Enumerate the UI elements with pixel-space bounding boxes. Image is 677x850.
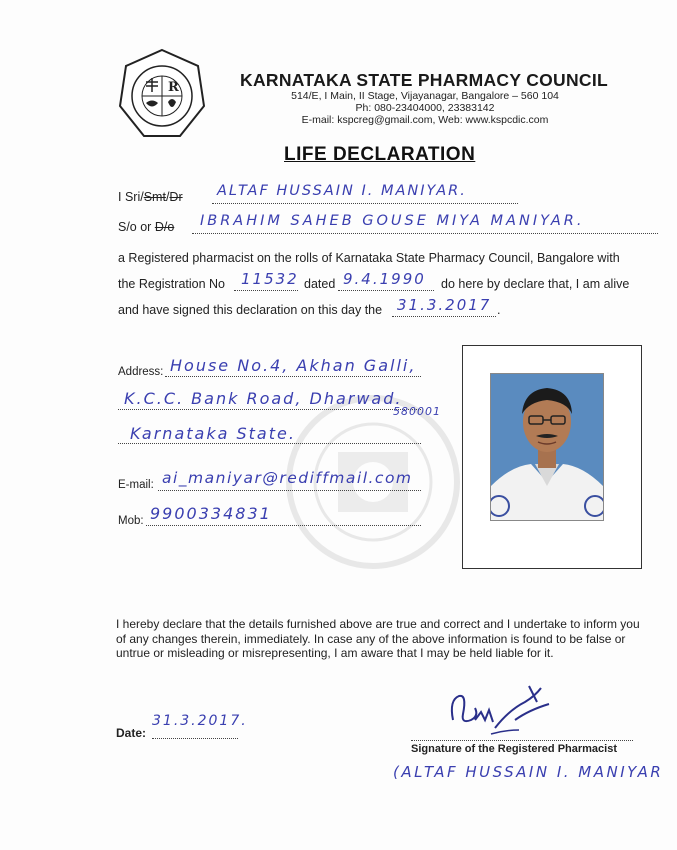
- reg-number-value: 11532: [241, 270, 299, 288]
- father-prefix: S/o or: [118, 220, 155, 234]
- do-option: D/o: [154, 220, 175, 234]
- council-logo-icon: [118, 48, 206, 140]
- prefix-separator: /: [165, 190, 170, 204]
- mob-line: [146, 525, 421, 526]
- dr-option: Dr: [169, 190, 183, 204]
- father-row: [118, 220, 174, 234]
- address-line-3: [118, 443, 421, 444]
- applicant-portrait-icon: [491, 374, 603, 520]
- smt-option: Smt: [143, 190, 166, 204]
- address-line-1: [165, 376, 421, 377]
- dated-line: [338, 290, 434, 291]
- mob-label: Mob:: [118, 515, 144, 527]
- address-value-3: Karnataka State.: [130, 424, 296, 443]
- signature-icon: [445, 680, 565, 742]
- date-label: Date:: [116, 726, 147, 740]
- reg-prefix: the Registration No: [118, 277, 226, 291]
- email-label: E-mail:: [118, 479, 154, 491]
- date-line: [152, 738, 238, 739]
- declaration-text: I hereby declare that the details furnished above are true and correct and I undertake to inform you of any changes therein, immediately. In case any of the above information is found to be false or untrue or misleading or misrepresenting, I am aware that I may be held liable for it.: [116, 617, 640, 661]
- org-name: KARNATAKA STATE PHARMACY COUNCIL: [240, 70, 609, 90]
- address-value-2: K.C.C. Bank Road, Dharwad.: [124, 389, 403, 408]
- address-value-1: House No.4, Akhan Galli,: [170, 356, 417, 375]
- reg-line: [234, 290, 298, 291]
- document-title: LIFE DECLARATION: [284, 144, 476, 165]
- photo-frame: [462, 345, 642, 569]
- father-line: [192, 233, 658, 234]
- name-prefix: I Sri/: [118, 190, 144, 204]
- svg-text:R: R: [168, 80, 179, 95]
- applicant-photo: [490, 373, 604, 521]
- name-value: ALTAF HUSSAIN I. MANIYAR.: [217, 183, 467, 199]
- registration-statement: a Registered pharmacist on the rolls of Karnataka State Pharmacy Council, Bangalore with: [118, 251, 620, 265]
- signed-prefix: and have signed this declaration on this day the: [118, 303, 383, 317]
- email-value: ai_maniyar@rediffmail.com: [162, 469, 413, 487]
- signature-label: Signature of the Registered Pharmacist: [411, 743, 617, 755]
- email-line: [158, 490, 421, 491]
- signer-name: (ALTAF HUSSAIN I. MANIYAR: [393, 763, 664, 781]
- address-label: Address:: [118, 366, 164, 378]
- dated-label: dated: [304, 277, 336, 291]
- name-row: [118, 190, 183, 204]
- signed-line: [392, 316, 496, 317]
- org-address: 514/E, I Main, II Stage, Vijayanagar, Bangalore – 560 104: [291, 90, 559, 102]
- mob-value: 9900334831: [150, 504, 272, 523]
- reg-suffix: do here by declare that, I am alive: [441, 277, 630, 291]
- date-value: 31.3.2017.: [152, 713, 248, 729]
- org-phone: Ph: 080-23404000, 23383142: [355, 102, 495, 114]
- org-contact: E-mail: kspcreg@gmail.com, Web: www.kspcdic.com: [301, 114, 549, 126]
- signed-date-value: 31.3.2017: [397, 296, 492, 314]
- signature-line: [411, 740, 633, 741]
- name-line: [212, 203, 518, 204]
- dated-value: 9.4.1990: [343, 270, 426, 288]
- father-value: IBRAHIM SAHEB GOUSE MIYA MANIYAR.: [200, 213, 585, 229]
- address-line-2: [118, 409, 421, 410]
- signed-period: .: [497, 303, 501, 317]
- pincode-value: 580001: [393, 405, 441, 418]
